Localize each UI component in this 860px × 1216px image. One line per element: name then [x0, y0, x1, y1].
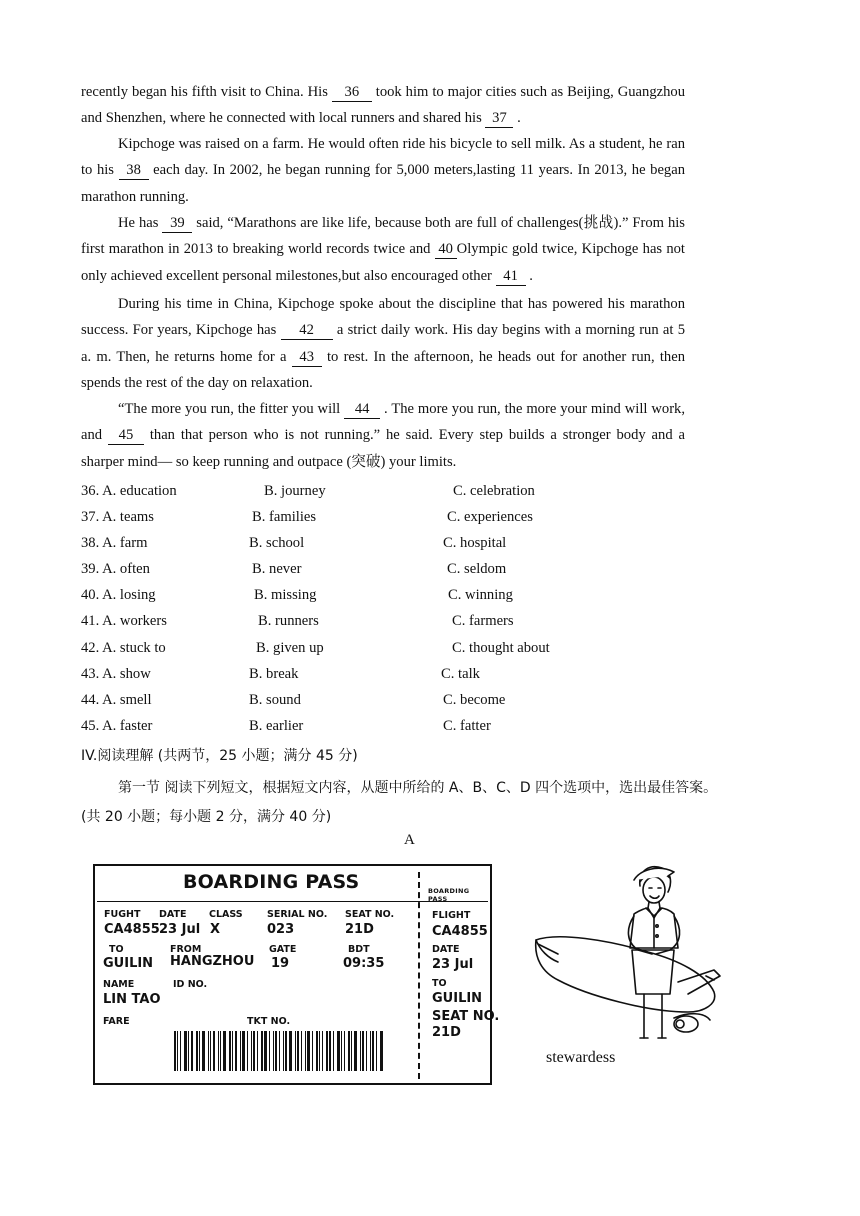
stub-value-seat: 21D: [432, 1025, 461, 1040]
barcode-bar: [174, 1031, 176, 1071]
barcode-bar: [218, 1031, 219, 1071]
label-from: FROM: [170, 944, 202, 955]
passage-paragraph-3: He has 39 said, “Marathons are like life, because both are full of challenges(挑战).” From his first marathon in 2013 to breaking world records twice and 40 Olympic gold twice, Kipchoge has not only achieved excellent personal milestones,but also encouraged other 41 .: [81, 215, 685, 284]
label-class: CLASS: [209, 909, 243, 920]
barcode-bar: [202, 1031, 205, 1071]
barcode-bar: [333, 1031, 334, 1071]
barcode-bar: [344, 1031, 345, 1071]
barcode-bar: [285, 1031, 287, 1071]
barcode-bar: [223, 1031, 226, 1071]
value-flight: CA4855: [104, 922, 160, 937]
stub-value-date: 23 Jul: [432, 957, 474, 972]
barcode-bar: [279, 1031, 280, 1071]
passage-paragraph-5: “The more you run, the fitter you will 44 . The more you run, the more your mind will work, and 45 than that person who is not running.” he said. Every step builds a stronger body and a sharper mind— so keep running and outpace (突破) your limits.: [81, 401, 686, 470]
option-b: B. given up: [256, 640, 324, 656]
label-fare: FARE: [103, 1016, 130, 1027]
option-a: 39. A. often: [81, 561, 150, 577]
barcode-bar: [240, 1031, 241, 1071]
option-b: B. runners: [258, 613, 319, 629]
boarding-pass-image: [93, 864, 500, 1085]
stub-value-to: GUILIN: [432, 991, 483, 1006]
label-seat: SEAT NO.: [345, 909, 395, 920]
barcode-bar: [366, 1031, 367, 1071]
option-a: 37. A. teams: [81, 509, 154, 525]
barcode-bar: [177, 1031, 178, 1071]
label-date: DATE: [159, 909, 187, 920]
barcode-bar: [210, 1031, 211, 1071]
section-instruction-line-1: 第一节 阅读下列短文，根据短文内容，从题中所给的 A、B、C、D 四个选项中，选出最佳答案。: [118, 780, 718, 796]
stub-label-date: DATE: [432, 944, 460, 955]
option-a: 38. A. farm: [81, 535, 148, 551]
value-bdt: 09:35: [343, 956, 385, 971]
option-b: B. never: [252, 561, 302, 577]
option-b: B. sound: [249, 692, 301, 708]
barcode-bar: [273, 1031, 274, 1071]
value-name: LIN TAO: [103, 992, 161, 1007]
stewardess-caption: stewardess: [546, 1049, 616, 1066]
barcode-bar: [326, 1031, 328, 1071]
barcode-bar: [295, 1031, 296, 1071]
barcode-bar: [329, 1031, 331, 1071]
passage-paragraph-1: recently began his fifth visit to China. His 36 took him to major cities such as Beijing, Guangzhou and Shenzhen, where he connected with local runners and shared his 37 .: [81, 84, 685, 127]
barcode-bar: [319, 1031, 320, 1071]
barcode-bar: [312, 1031, 313, 1071]
stub-label-seat: SEAT NO.: [432, 1009, 500, 1024]
barcode-bar: [199, 1031, 200, 1071]
section-heading: IV.阅读理解 (共两节，25 小题；满分 45 分): [81, 748, 358, 764]
barcode-bar: [188, 1031, 189, 1071]
option-c: C. talk: [441, 666, 480, 682]
barcode-bar: [316, 1031, 318, 1071]
barcode-bar: [208, 1031, 209, 1071]
barcode-bar: [305, 1031, 306, 1071]
stub-label-flight: FLIGHT: [432, 910, 471, 921]
stewardess-airplane-icon: [528, 862, 724, 1042]
option-b: B. break: [249, 666, 299, 682]
option-c: C. farmers: [452, 613, 514, 629]
barcode-bar: [348, 1031, 350, 1071]
label-name: NAME: [103, 979, 135, 990]
label-flight: FUGHT: [104, 909, 141, 920]
blank-38: 38: [119, 162, 149, 180]
barcode-bar: [213, 1031, 215, 1071]
option-a: 44. A. smell: [81, 692, 152, 708]
label-tkt: TKT NO.: [247, 1016, 291, 1027]
barcode-bar: [297, 1031, 299, 1071]
barcode-bar: [351, 1031, 352, 1071]
barcode-bar: [264, 1031, 267, 1071]
option-b: B. earlier: [249, 718, 304, 734]
barcode-bar: [376, 1031, 377, 1071]
barcode-bar: [220, 1031, 221, 1071]
value-to: GUILIN: [103, 956, 154, 971]
barcode-bar: [229, 1031, 231, 1071]
blank-41: 41: [496, 268, 526, 286]
value-from: HANGZHOU: [170, 954, 255, 969]
barcode-bar: [269, 1031, 270, 1071]
barcode-bar: [191, 1031, 193, 1071]
passage-paragraph-4: During his time in China, Kipchoge spoke about the discipline that has powered his marathon success. For years, Kipchoge has 42 a strict daily work. His day begins with a morning run at 5 a. m. Then, he returns home for a 43 to rest. In the afternoon, he heads out for another run, then spends the rest of the day on relaxation.: [81, 296, 685, 391]
barcode: [174, 1031, 384, 1071]
option-c: C. thought about: [452, 640, 550, 656]
barcode-bar: [289, 1031, 292, 1071]
barcode-bar: [184, 1031, 187, 1071]
barcode-bar: [370, 1031, 371, 1071]
value-class: X: [210, 922, 221, 937]
option-a: 43. A. show: [81, 666, 151, 682]
barcode-bar: [257, 1031, 258, 1071]
option-c: C. fatter: [443, 718, 491, 734]
value-seat: 21D: [345, 922, 374, 937]
blank-39: 39: [162, 215, 192, 233]
blank-44: 44: [344, 401, 380, 419]
label-id: ID NO.: [173, 979, 208, 990]
option-a: 45. A. faster: [81, 718, 153, 734]
section-instruction-line-2: (共 20 小题；每小题 2 分，满分 40 分): [81, 809, 332, 825]
barcode-bar: [380, 1031, 383, 1071]
option-b: B. journey: [264, 483, 326, 499]
value-date: 23 Jul: [159, 922, 201, 937]
option-b: B. school: [249, 535, 305, 551]
barcode-bar: [307, 1031, 310, 1071]
barcode-bar: [247, 1031, 248, 1071]
label-to: TO: [109, 944, 124, 955]
blank-37: 37: [485, 110, 513, 128]
barcode-bar: [232, 1031, 233, 1071]
option-a: 41. A. workers: [81, 613, 167, 629]
barcode-bar: [275, 1031, 277, 1071]
barcode-bar: [283, 1031, 284, 1071]
boarding-pass-title: BOARDING PASS: [183, 871, 360, 893]
option-c: C. celebration: [453, 483, 535, 499]
stub-label-to: TO: [432, 978, 447, 989]
barcode-bar: [242, 1031, 245, 1071]
barcode-bar: [180, 1031, 181, 1071]
barcode-bar: [322, 1031, 323, 1071]
blank-45: 45: [108, 427, 144, 445]
label-gate: GATE: [269, 944, 297, 955]
option-b: B. missing: [254, 587, 317, 603]
label-bdt: BDT: [348, 944, 370, 955]
option-c: C. hospital: [443, 535, 507, 551]
option-c: C. winning: [448, 587, 513, 603]
barcode-bar: [337, 1031, 340, 1071]
blank-36: 36: [332, 84, 372, 102]
blank-40: 40: [435, 241, 457, 259]
barcode-bar: [362, 1031, 364, 1071]
barcode-bar: [301, 1031, 302, 1071]
value-serial: 023: [267, 922, 295, 937]
barcode-bar: [341, 1031, 342, 1071]
barcode-bar: [360, 1031, 361, 1071]
option-b: B. families: [252, 509, 317, 525]
option-c: C. become: [443, 692, 506, 708]
option-c: C. experiences: [447, 509, 533, 525]
passage-label: A: [404, 832, 415, 848]
passage-paragraph-2: Kipchoge was raised on a farm. He would often ride his bicycle to sell milk. As a student, he ran to his 38 each day. In 2002, he began running for 5,000 meters,lasting 11 years. In 2013, he began marathon running.: [81, 136, 685, 205]
option-a: 42. A. stuck to: [81, 640, 166, 656]
barcode-bar: [196, 1031, 198, 1071]
barcode-bar: [251, 1031, 252, 1071]
blank-43: 43: [292, 349, 322, 367]
stub-title: BOARDING PASS: [428, 887, 470, 903]
barcode-bar: [354, 1031, 357, 1071]
label-serial: SERIAL NO.: [267, 909, 328, 920]
blank-42: 42: [281, 322, 333, 340]
stub-value-flight: CA4855: [432, 924, 488, 939]
option-a: 40. A. losing: [81, 587, 156, 603]
option-a: 36. A. education: [81, 483, 177, 499]
option-c: C. seldom: [447, 561, 507, 577]
barcode-bar: [235, 1031, 237, 1071]
barcode-bar: [253, 1031, 255, 1071]
barcode-bar: [372, 1031, 374, 1071]
value-gate: 19: [271, 956, 290, 971]
barcode-bar: [261, 1031, 263, 1071]
tear-line: [418, 872, 420, 1079]
